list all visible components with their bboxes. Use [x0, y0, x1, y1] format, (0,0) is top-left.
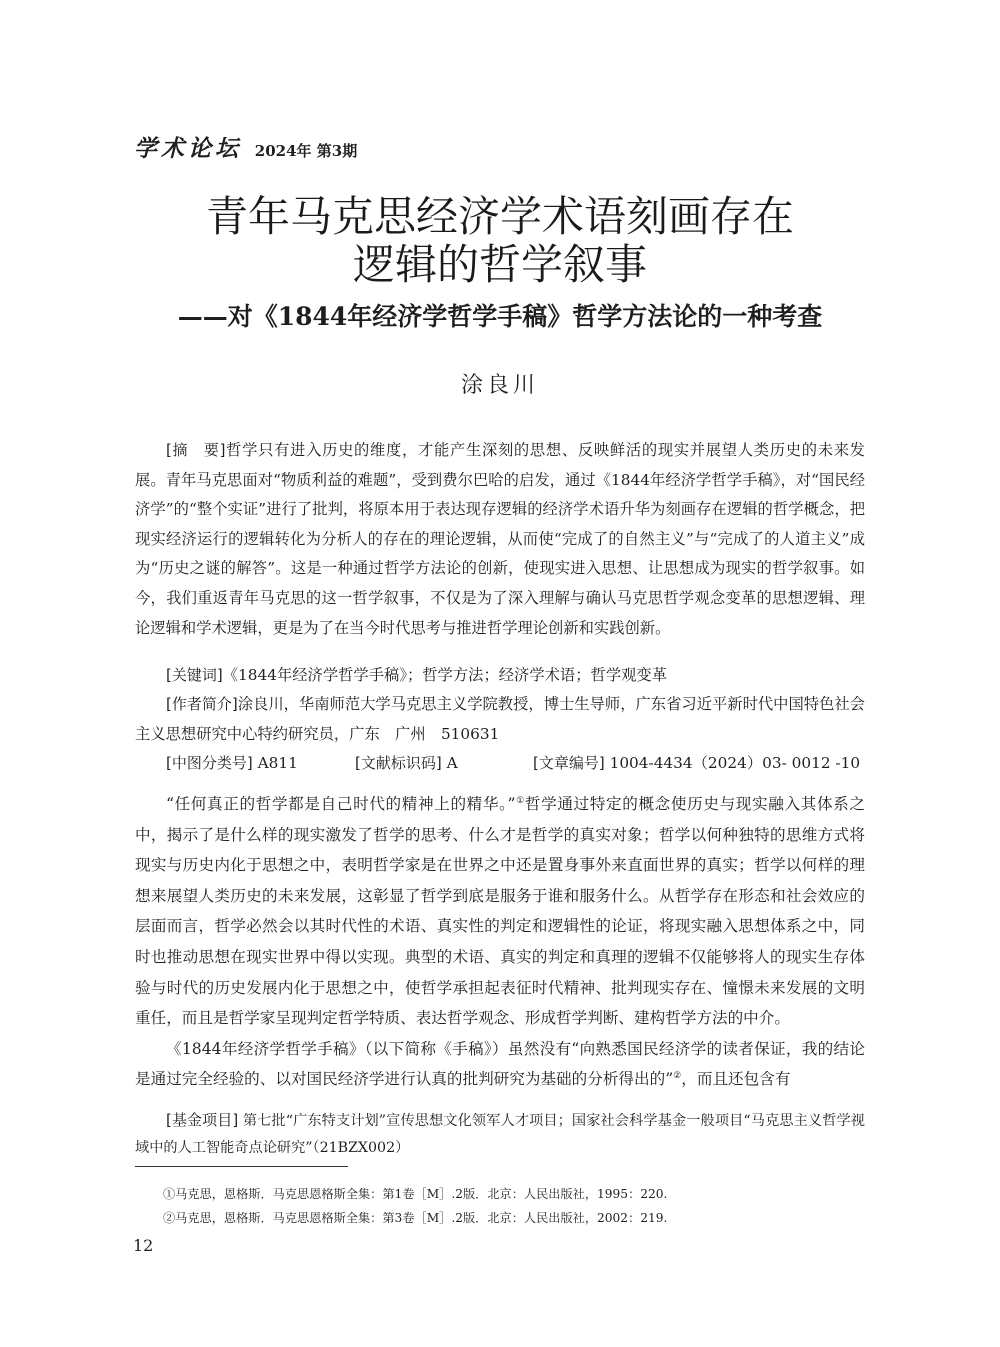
body-text [135, 789, 865, 1095]
page-number: 12 [133, 1236, 154, 1255]
keywords [135, 661, 865, 691]
body-p1-b: 哲学通过特定的概念使历史与现实融入其体系之中，揭示了是什么样的现实激发了哲学的思考、什么才是哲学的真实对象；哲学以何种独特的思维方式将现实与历史内化于思想之中，表明哲学家是在世界之中还是置身事外来直面世界的真实；哲学以何样的理想来展望人类历史的未来发展，这彰显了哲学到底是服务于谁和服务什么。从哲学存在形态和社会效应的层面而言，哲学必然会以其时代性的术语、真实性的判定和逻辑性的论证，将现实融入思想体系之中，同时也推动思想在现实世界中得以实现。典型的术语、真实的判定和真理的逻辑不仅能够将人的现实生存体验与时代的历史发展内化于思想之中，使哲学承担起表征时代精神、批判现实存在、憧憬未来发展的文明重任，而且是哲学家呈现判定哲学特质、表达哲学观念、形成哲学判断、建构哲学方法的中介。 [135, 795, 865, 1028]
body-paragraph [135, 1034, 865, 1095]
article-title-line2: 逻辑的哲学叙事 [352, 240, 647, 289]
footnote-divider [135, 1166, 348, 1167]
author-bio [135, 690, 865, 749]
abstract-text: 哲学只有进入历史的维度，才能产生深刻的思想、反映鲜活的现实并展望人类历史的未来发展。青年马克思面对“物质利益的难题”，受到费尔巴哈的启发，通过《1844年经济学哲学手稿》，对“国民经济学”的“整个实证”进行了批判，将原本用于表达现存逻辑的经济学术语升华为刻画存在逻辑的哲学概念，把现实经济运行的逻辑转化为分析人的存在的理论逻辑，从而使“完成了的自然主义”与“完成了的人道主义”成为“历史之谜的解答”。这是一种通过哲学方法论的创新，使现实进入思想、让思想成为现实的哲学叙事。如今，我们重返青年马克思的这一哲学叙事，不仅是为了深入理解与确认马克思哲学观念变革的思想逻辑、理论逻辑和学术逻辑，更是为了在当今时代思考与推进哲学理论创新和实践创新。 [135, 441, 865, 637]
body-paragraph [135, 789, 865, 1034]
body-p2-a: 《1844年经济学哲学手稿》（以下简称《手稿》）虽然没有“向熟悉国民经济学的读者保证，我的结论是通过完全经验的、以对国民经济学进行认真的批判研究为基础的分析得出的” [135, 1039, 865, 1089]
doc-code-value: A [446, 754, 458, 772]
footnote-1: ①马克思，恩格斯．马克思恩格斯全集：第1卷［M］.2版．北京：人民出版社，1995：220. [163, 1187, 668, 1201]
article-title-line1: 青年马克思经济学术语刻画存在 [205, 192, 794, 241]
article-subtitle: ——对《1844年经济学哲学手稿》哲学方法论的一种考查 [177, 302, 823, 331]
body-p1-a: “任何真正的哲学都是自己时代的精神上的精华。” [166, 795, 516, 813]
clc-label: [中图分类号] [166, 754, 253, 772]
journal-name: 学术论坛 [134, 135, 242, 162]
funding-label: [基金项目] [166, 1111, 239, 1129]
abstract-label: [摘 要] [166, 441, 226, 459]
article-id-value: 1004-4434（2024）03- 0012 -10 [609, 754, 861, 772]
funding-text: 第七批“广东特支计划”宣传思想文化领军人才项目；国家社会科学基金一般项目“马克思主义哲学视域中的人工智能奇点论研究”（21BZX002） [135, 1113, 865, 1156]
author-bio-text: 涂良川，华南师范大学马克思主义学院教授，博士生导师，广东省习近平新时代中国特色社会主义思想研究中心特约研究员，广东 广州 510631 [135, 695, 865, 743]
article-author: 涂良川 [460, 373, 539, 398]
footnote-2: ②马克思，恩格斯．马克思恩格斯全集：第3卷［M］.2版．北京：人民出版社，2002：219. [163, 1211, 668, 1225]
journal-issue: 2024年 第3期 [254, 142, 358, 160]
journal-header [134, 130, 357, 163]
article-id-item [533, 749, 860, 779]
doc-code-item [355, 749, 458, 779]
article-id-label: [文章编号] [533, 754, 605, 772]
abstract [135, 436, 865, 643]
doc-code-label: [文献标识码] [355, 754, 442, 772]
body-p2-b: ，而且还包含有 [681, 1070, 791, 1089]
footnote-ref-2: ② [673, 1071, 682, 1082]
clc-item [166, 749, 298, 779]
funding-note [135, 1107, 865, 1162]
clc-value: A811 [257, 754, 298, 772]
author-bio-label: [作者简介] [166, 695, 238, 713]
footnote-ref-1: ① [515, 795, 525, 806]
keywords-text: 《1844年经济学哲学手稿》；哲学方法；经济学术语；哲学观变革 [222, 666, 668, 684]
keywords-label: [关键词] [166, 666, 223, 684]
